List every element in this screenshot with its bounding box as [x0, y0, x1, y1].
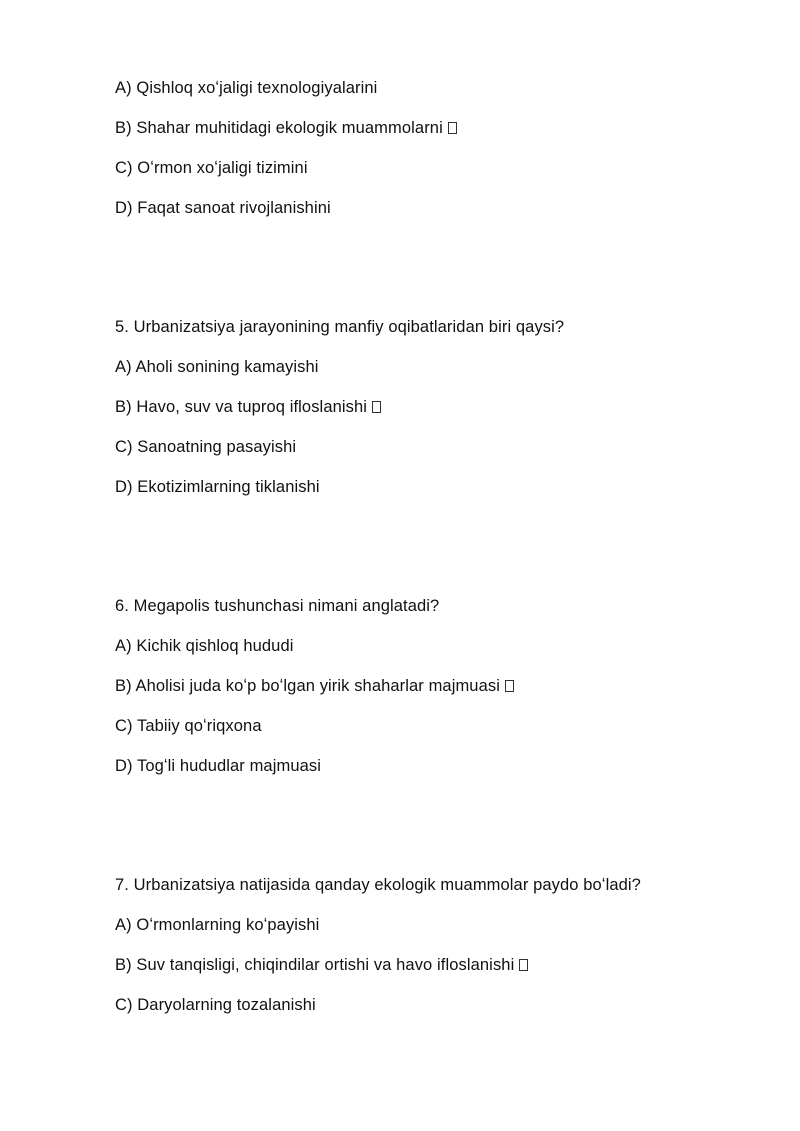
q5-option-a: A) Aholi sonining kamayishi — [115, 358, 319, 376]
question-7: 7. Urbanizatsiya natijasida qanday ekologik muammolar paydo boʻladi? — [115, 876, 641, 894]
correct-answer-mark-icon — [519, 959, 528, 971]
prev-option-a: A) Qishloq xoʻjaligi texnologiyalarini — [115, 79, 378, 97]
q6-option-d: D) Togʻli hududlar majmuasi — [115, 757, 321, 775]
q5-option-d: D) Ekotizimlarning tiklanishi — [115, 478, 320, 496]
correct-answer-mark-icon — [448, 122, 457, 134]
question-5: 5. Urbanizatsiya jarayonining manfiy oqibatlaridan biri qaysi? — [115, 318, 565, 336]
q6-option-a: A) Kichik qishloq hududi — [115, 637, 294, 655]
q7-option-c: C) Daryolarning tozalanishi — [115, 996, 316, 1014]
q5-option-c: C) Sanoatning pasayishi — [115, 438, 297, 456]
question-6: 6. Megapolis tushunchasi nimani anglatadi? — [115, 597, 440, 615]
q6-option-c: C) Tabiiy qoʻriqxona — [115, 717, 262, 735]
prev-option-c: C) Oʻrmon xoʻjaligi tizimini — [115, 159, 308, 177]
correct-answer-mark-icon — [372, 401, 381, 413]
q7-option-b: B) Suv tanqisligi, chiqindilar ortishi va havo ifloslanishi — [115, 955, 528, 975]
q6-option-b: B) Aholisi juda koʻp boʻlgan yirik shaharlar majmuasi — [115, 676, 514, 696]
correct-answer-mark-icon — [505, 680, 514, 692]
prev-option-b: B) Shahar muhitidagi ekologik muammolarni — [115, 118, 457, 138]
q7-option-a: A) Oʻrmonlarning koʻpayishi — [115, 916, 320, 934]
prev-option-d: D) Faqat sanoat rivojlanishini — [115, 199, 331, 217]
q5-option-b: B) Havo, suv va tuproq ifloslanishi — [115, 397, 381, 417]
